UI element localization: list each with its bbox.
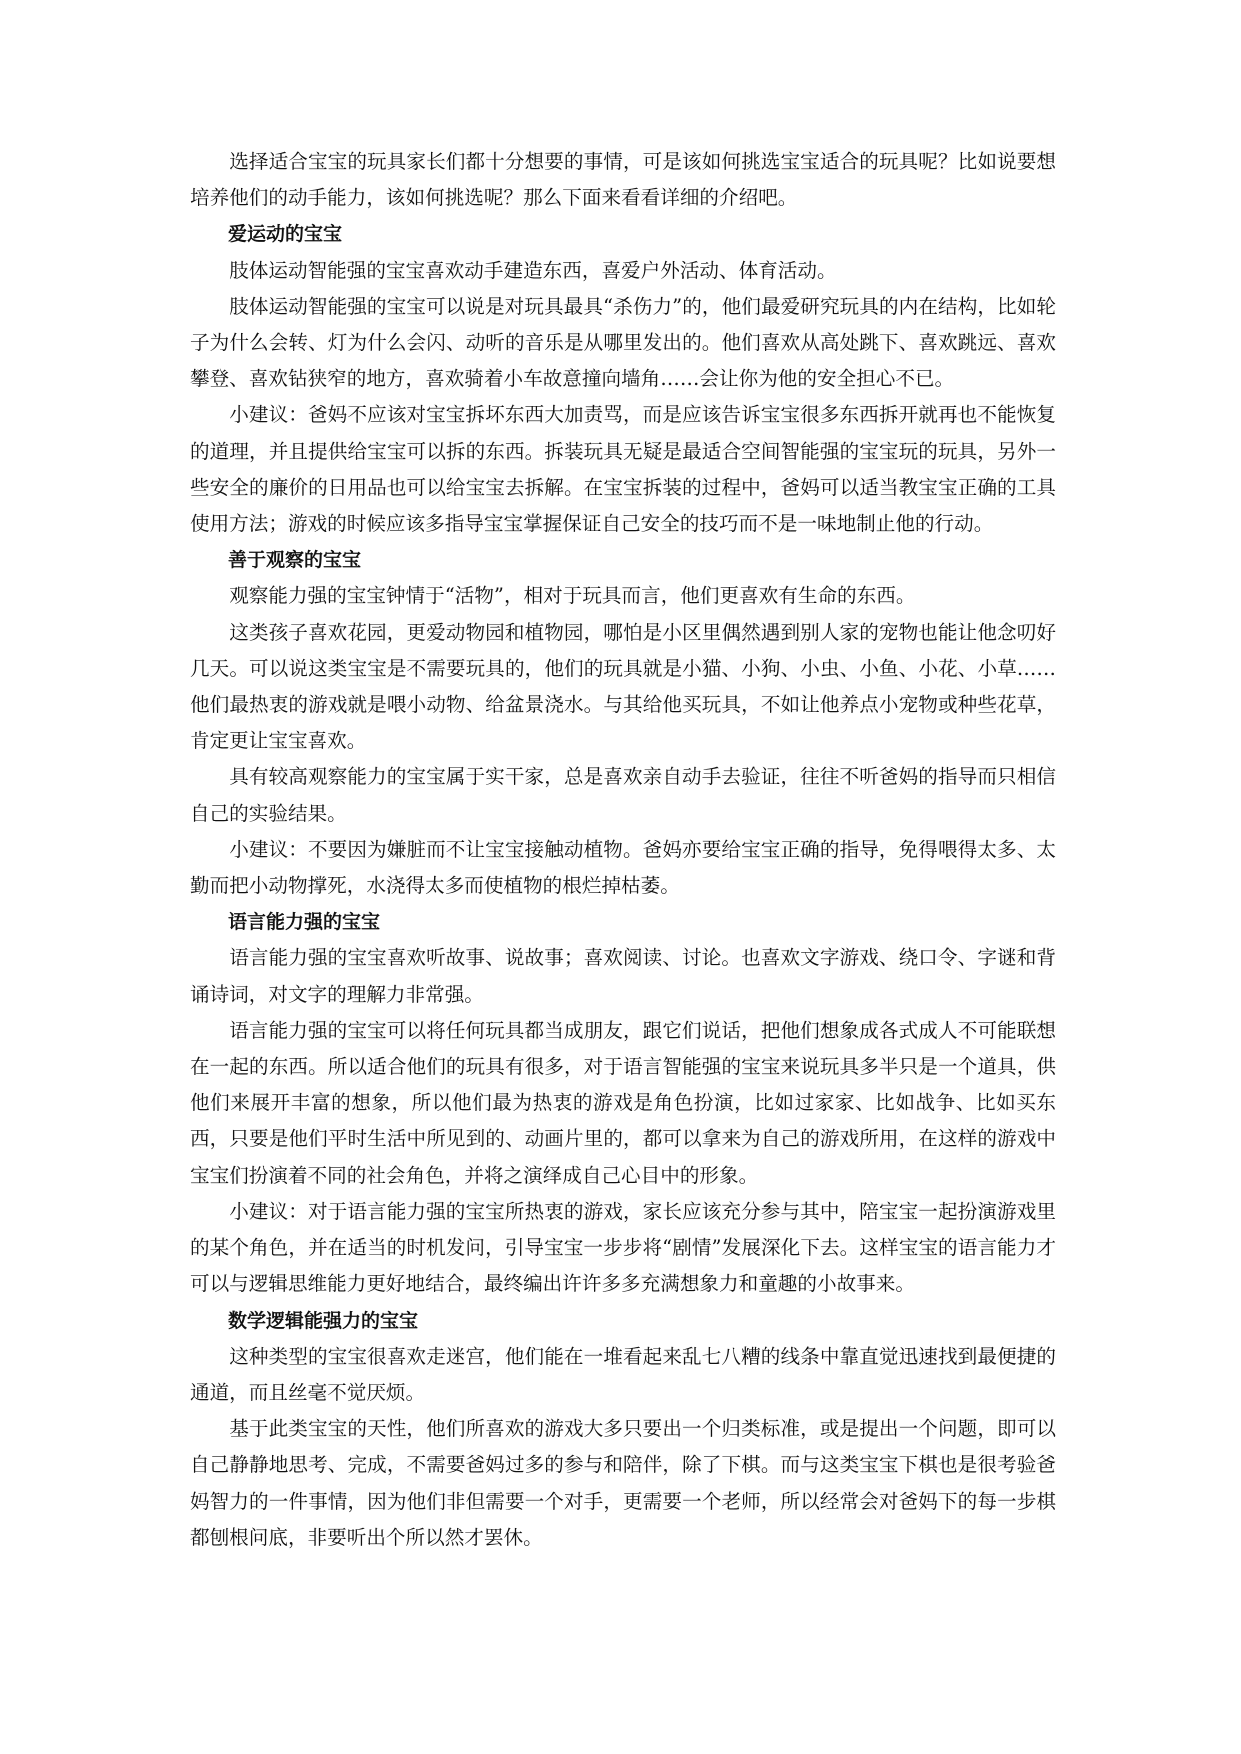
tip-paragraph: 小建议：不要因为嫌脏而不让宝宝接触动植物。爸妈亦要给宝宝正确的指导，免得喂得太多、太勤而把小动物撑死，水浇得太多而使植物的根烂掉枯萎。	[190, 837, 1056, 898]
section-heading-observant-baby: 善于观察的宝宝	[228, 549, 362, 572]
body-paragraph: 肢体运动智能强的宝宝可以说是对玩具最具“杀伤力”的，他们最爱研究玩具的内在结构，比如轮子为什么会转、灯为什么会闪、动听的音乐是从哪里发出的。他们喜欢从高处跳下、喜欢跳远、喜欢攀登、喜欢钻狭窄的地方，喜欢骑着小车故意撞向墙角……会让你为他的安全担心不已。	[190, 294, 1056, 391]
body-paragraph: 基于此类宝宝的天性，他们所喜欢的游戏大多只要出一个归类标准，或是提出一个问题，即可以自己静静地思考、完成，不需要爸妈过多的参与和陪伴，除了下棋。而与这类宝宝下棋也是很考验爸妈智力的一件事情，因为他们非但需要一个对手，更需要一个老师，所以经常会对爸妈下的每一步棋都刨根问底，非要听出个所以然才罢休。	[190, 1417, 1056, 1549]
tip-paragraph: 小建议：对于语言能力强的宝宝所热衷的游戏，家长应该充分参与其中，陪宝宝一起扮演游戏里的某个角色，并在适当的时机发问，引导宝宝一步步将“剧情”发展深化下去。这样宝宝的语言能力才可以与逻辑思维能力更好地结合，最终编出许许多多充满想象力和童趣的小故事来。	[190, 1199, 1056, 1296]
tip-paragraph: 小建议：爸妈不应该对宝宝拆坏东西大加责骂，而是应该告诉宝宝很多东西拆开就再也不能恢复的道理，并且提供给宝宝可以拆的东西。拆装玩具无疑是最适合空间智能强的宝宝玩的玩具，另外一些安全的廉价的日用品也可以给宝宝去拆解。在宝宝拆装的过程中，爸妈可以适当教宝宝正确的工具使用方法；游戏的时候应该多指导宝宝掌握保证自己安全的技巧而不是一味地制止他的行动。	[190, 403, 1056, 536]
body-paragraph: 这种类型的宝宝很喜欢走迷宫，他们能在一堆看起来乱七八糟的线条中靠直觉迅速找到最便捷的通道，而且丝毫不觉厌烦。	[190, 1344, 1056, 1404]
body-paragraph: 观察能力强的宝宝钟情于“活物”，相对于玩具而言，他们更喜欢有生命的东西。	[229, 584, 916, 608]
intro-paragraph: 选择适合宝宝的玩具家长们都十分想要的事情，可是该如何挑选宝宝适合的玩具呢？比如说要想培养他们的动手能力，该如何挑选呢？那么下面来看看详细的介绍吧。	[190, 150, 1056, 210]
body-paragraph: 语言能力强的宝宝可以将任何玩具都当成朋友，跟它们说话，把他们想象成各式成人不可能联想在一起的东西。所以适合他们的玩具有很多，对于语言智能强的宝宝来说玩具多半只是一个道具，供他们来展开丰富的想象，所以他们最为热衷的游戏是角色扮演，比如过家家、比如战争、比如买东西，只要是他们平时生活中所见到的、动画片里的，都可以拿来为自己的游戏所用，在这样的游戏中宝宝们扮演着不同的社会角色，并将之演绎成自己心目中的形象。	[190, 1018, 1056, 1187]
body-paragraph: 肢体运动智能强的宝宝喜欢动手建造东西，喜爱户外活动、体育活动。	[229, 258, 837, 282]
body-paragraph: 具有较高观察能力的宝宝属于实干家，总是喜欢亲自动手去验证，往往不听爸妈的指导而只相信自己的实验结果。	[190, 765, 1056, 825]
section-heading-language-baby: 语言能力强的宝宝	[228, 911, 381, 934]
document-page	[190, 144, 1056, 1556]
section-heading-active-baby: 爱运动的宝宝	[228, 223, 343, 246]
body-paragraph: 语言能力强的宝宝喜欢听故事、说故事；喜欢阅读、讨论。也喜欢文字游戏、绕口令、字谜和背诵诗词，对文字的理解力非常强。	[190, 946, 1056, 1006]
section-heading-logic-baby: 数学逻辑能强力的宝宝	[228, 1309, 419, 1332]
body-paragraph: 这类孩子喜欢花园，更爱动物园和植物园，哪怕是小区里偶然遇到别人家的宠物也能让他念叨好几天。可以说这类宝宝是不需要玩具的，他们的玩具就是小猫、小狗、小虫、小鱼、小花、小草……他们最热衷的游戏就是喂小动物、给盆景浇水。与其给他买玩具，不如让他养点小宠物或种些花草，肯定更让宝宝喜欢。	[190, 620, 1056, 753]
